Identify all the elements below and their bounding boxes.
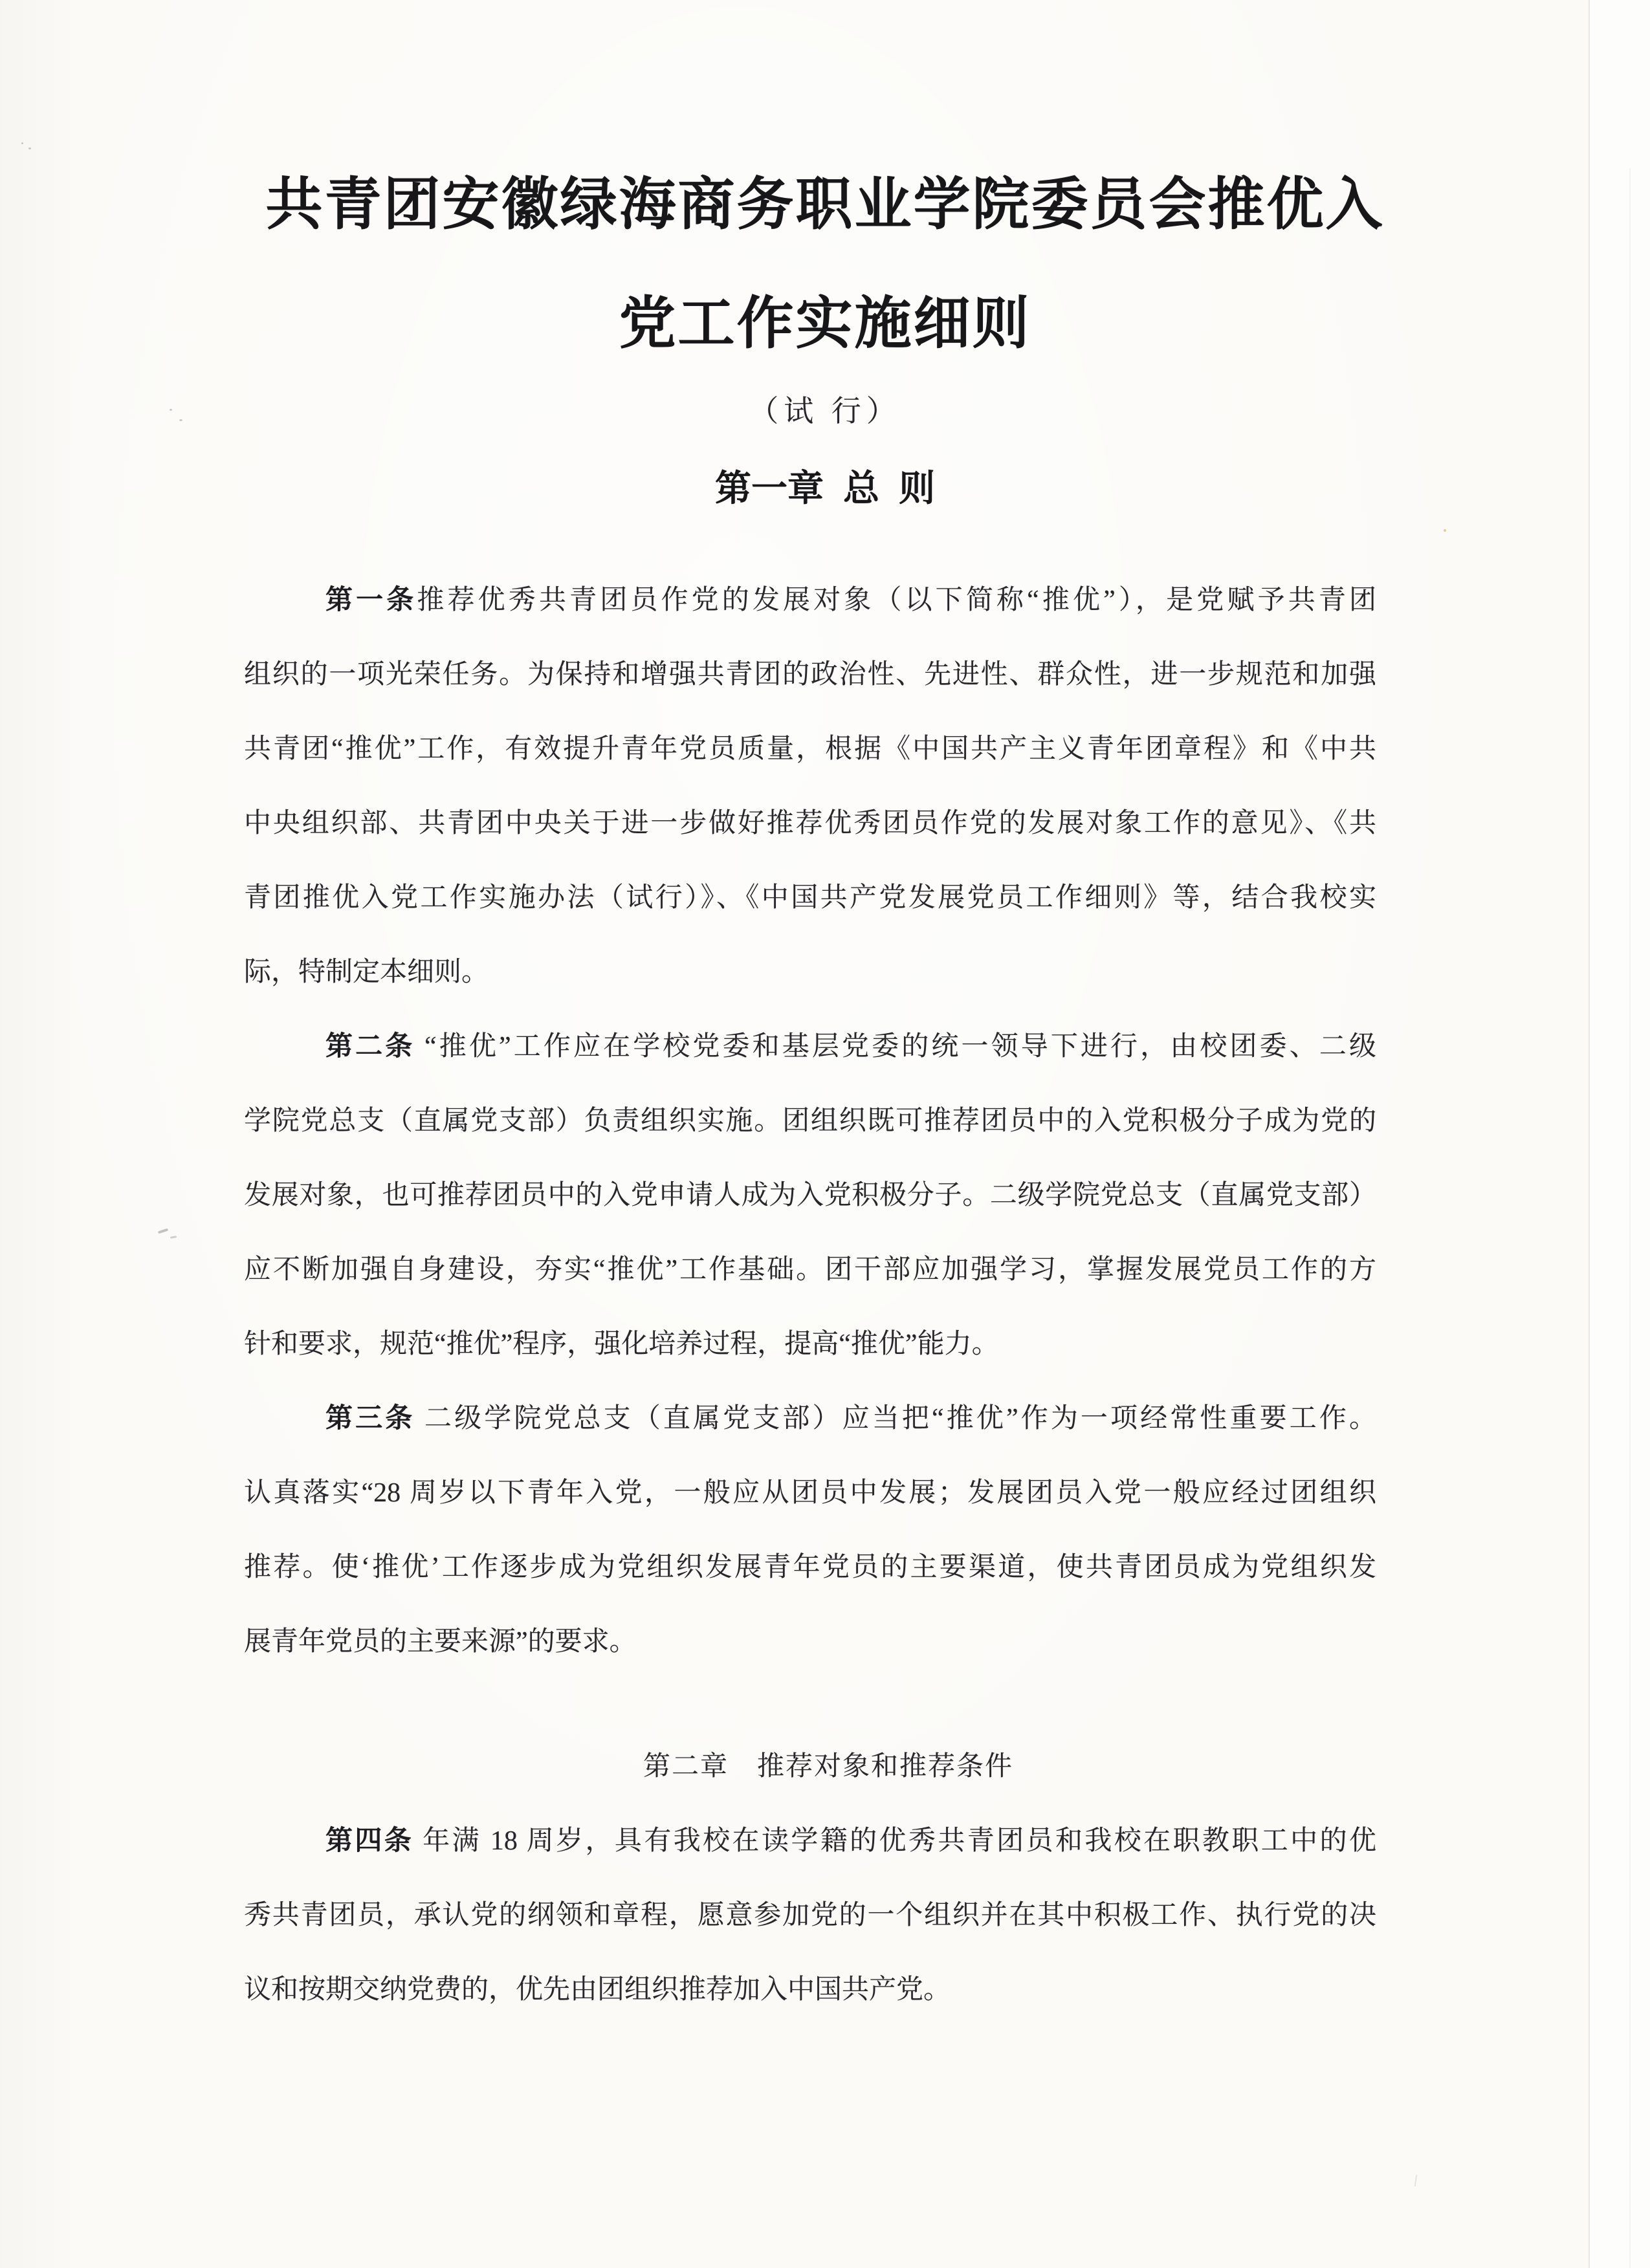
body-line: 发展对象，也可推荐团员中的入党申请人成为入党积极分子。二级学院党总支（直属党支部） bbox=[244, 1181, 1376, 1210]
article-number-label: 第四条 bbox=[325, 1826, 414, 1856]
document-subtitle-trial: （试 行） bbox=[749, 395, 901, 428]
article-number-label: 第三条 bbox=[325, 1404, 415, 1434]
body-line: 推荐。使‘推优’工作逐步成为党组织发展青年党员的主要渠道，使共青团员成为党组织发 bbox=[244, 1553, 1376, 1582]
article-3 bbox=[244, 1382, 1376, 1679]
body-line: 展青年党员的主要来源”的要求。 bbox=[244, 1627, 637, 1657]
article-2 bbox=[244, 1010, 1376, 1382]
body-line: 共青团“推优”工作，有效提升青年党员质量，根据《中国共产主义青年团章程》和《中共 bbox=[244, 734, 1376, 764]
body-line: 针和要求，规范“推优”程序，强化培养过程，提高“推优”能力。 bbox=[244, 1329, 999, 1359]
body-line: 青团推优入党工作实施办法（试行）》、《中国共产党发展党员工作细则》等，结合我校实 bbox=[244, 883, 1376, 913]
body-line: 际，特制定本细则。 bbox=[244, 957, 489, 987]
body-line: 第一条推荐优秀共青团员作党的发展对象（以下简称“推优”），是党赋予共青团 bbox=[325, 585, 1376, 615]
body-line: 议和按期交纳党费的，优先由团组织推荐加入中国共产党。 bbox=[244, 1975, 951, 2005]
article-number-label: 第二条 bbox=[325, 1032, 415, 1062]
body-line: 中央组织部、共青团中央关于进一步做好推荐优秀团员作党的发展对象工作的意见》、《共 bbox=[244, 809, 1376, 838]
document-title-line-2: 党工作实施细则 bbox=[619, 293, 1031, 356]
body-line: 第四条 年满 18 周岁，具有我校在读学籍的优秀共青团员和我校在职教职工中的优 bbox=[325, 1826, 1376, 1856]
document-body bbox=[244, 563, 1376, 2027]
body-line: 学院党总支（直属党支部）负责组织实施。团组织既可推荐团员中的入党积极分子成为党的 bbox=[244, 1106, 1376, 1136]
body-line: 应不断加强自身建设，夯实“推优”工作基础。团干部应加强学习，掌握发展党员工作的方 bbox=[244, 1255, 1376, 1285]
body-line: 第三条 二级学院党总支（直属党支部）应当把“推优”作为一项经常性重要工作。 bbox=[325, 1404, 1376, 1434]
chapter-1-heading: 第一章 总 则 bbox=[715, 469, 935, 509]
body-line: 秀共青团员，承认党的纲领和章程，愿意参加党的一个组织并在其中积极工作、执行党的决 bbox=[244, 1901, 1376, 1930]
article-4 bbox=[244, 1804, 1376, 2027]
chapter-2-heading: 第二章 推荐对象和推荐条件 bbox=[643, 1752, 1013, 1782]
article-number-label: 第一条 bbox=[325, 585, 417, 615]
document-title-line-1: 共青团安徽绿海商务职业学院委员会推优入 bbox=[265, 174, 1385, 237]
body-line: 组织的一项光荣任务。为保持和增强共青团的政治性、先进性、群众性，进一步规范和加强 bbox=[244, 660, 1376, 690]
article-1 bbox=[244, 563, 1376, 1010]
body-line: 第二条 “推优”工作应在学校党委和基层党委的统一领导下进行，由校团委、二级 bbox=[325, 1032, 1376, 1062]
body-line: 认真落实“28 周岁以下青年入党，一般应从团员中发展；发展团员入党一般应经过团组织 bbox=[244, 1478, 1376, 1508]
